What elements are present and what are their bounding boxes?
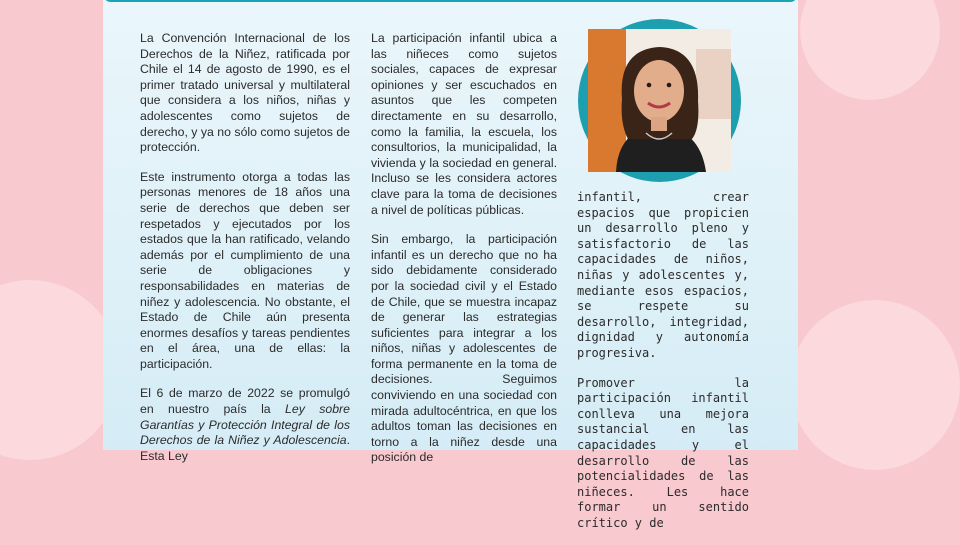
paragraph: Sin embargo, la participación infantil es un derecho que no ha sido debidamente considerado por la sociedad civil y el Estado de Chile, que se muestra incapaz de generar las estrategias suficientes para integrar a los niños, niñas y adolescentes de forma permanente en la toma de decisiones. Seguimos conviviendo en una sociedad con mirada adultocéntrica, en que los adultos toman las decisiones en torno a la niñez desde una posición de <box>371 232 557 465</box>
text-run: El 6 de marzo de 2022 se promulgó en nuestro país la <box>140 386 350 417</box>
background-blob <box>0 280 120 460</box>
paragraph: Este instrumento otorga a todas las personas menores de 18 años una serie de derechos que deben ser respetados y ejecutados por los estados que la han ratificado, velando además por el cumplimiento de una serie de obligaciones y responsabilidades en materias de niñez y adolescencia. No obstante, el Estado de Chile aún presenta enormes desafíos y tareas pendientes en el área, una de ellas: la participación. <box>140 169 350 371</box>
text-column-right <box>577 190 749 545</box>
portrait-photo <box>588 29 731 172</box>
paragraph <box>140 386 350 464</box>
background-blob <box>800 0 940 100</box>
person-photo-illustration <box>588 29 731 172</box>
paragraph: La participación infantil ubica a las niñeces como sujetos sociales, capaces de expresar opiniones y ser escuchados en asuntos que les competen directamente en su desarrollo, como la familia, la escuela, los consultorios, la municipalidad, la vivienda y la sociedad en general. Incluso se les considera actores clave para la toma de decisiones a nivel de políticas públicas. <box>371 31 557 217</box>
text-column-middle <box>371 31 557 480</box>
background-blob <box>790 300 960 470</box>
header-accent-bar <box>103 0 798 2</box>
text-run: . Esta Ley <box>140 433 350 463</box>
paragraph: Promover la participación infantil conlleva una mejora sustancial en las capacidades y el desarrollo de las potencialidades de las niñeces. Les hace formar un sentido crítico y de <box>577 375 749 530</box>
law-title: Ley sobre Garantías y Protección Integral de los Derechos de la Niñez y Adolescencia <box>140 402 350 448</box>
document-page <box>103 0 798 530</box>
author-portrait <box>578 19 741 182</box>
text-column-left <box>140 31 350 478</box>
paragraph: infantil, crear espacios que propicien un desarrollo pleno y satisfactorio de las capacidades de niños, niñas y adolescentes y, mediante esos espacios, se respete su desarrollo, integridad, dignidad y autonomía progresiva. <box>577 190 749 360</box>
paragraph: La Convención Internacional de los Derechos de la Niñez, ratificada por Chile el 14 de agosto de 1990, es el primer tratado universal y multilateral que considera a los niños, niñas y adolescentes como sujetos de derecho, y ya no sólo como sujetos de protección. <box>140 31 350 155</box>
